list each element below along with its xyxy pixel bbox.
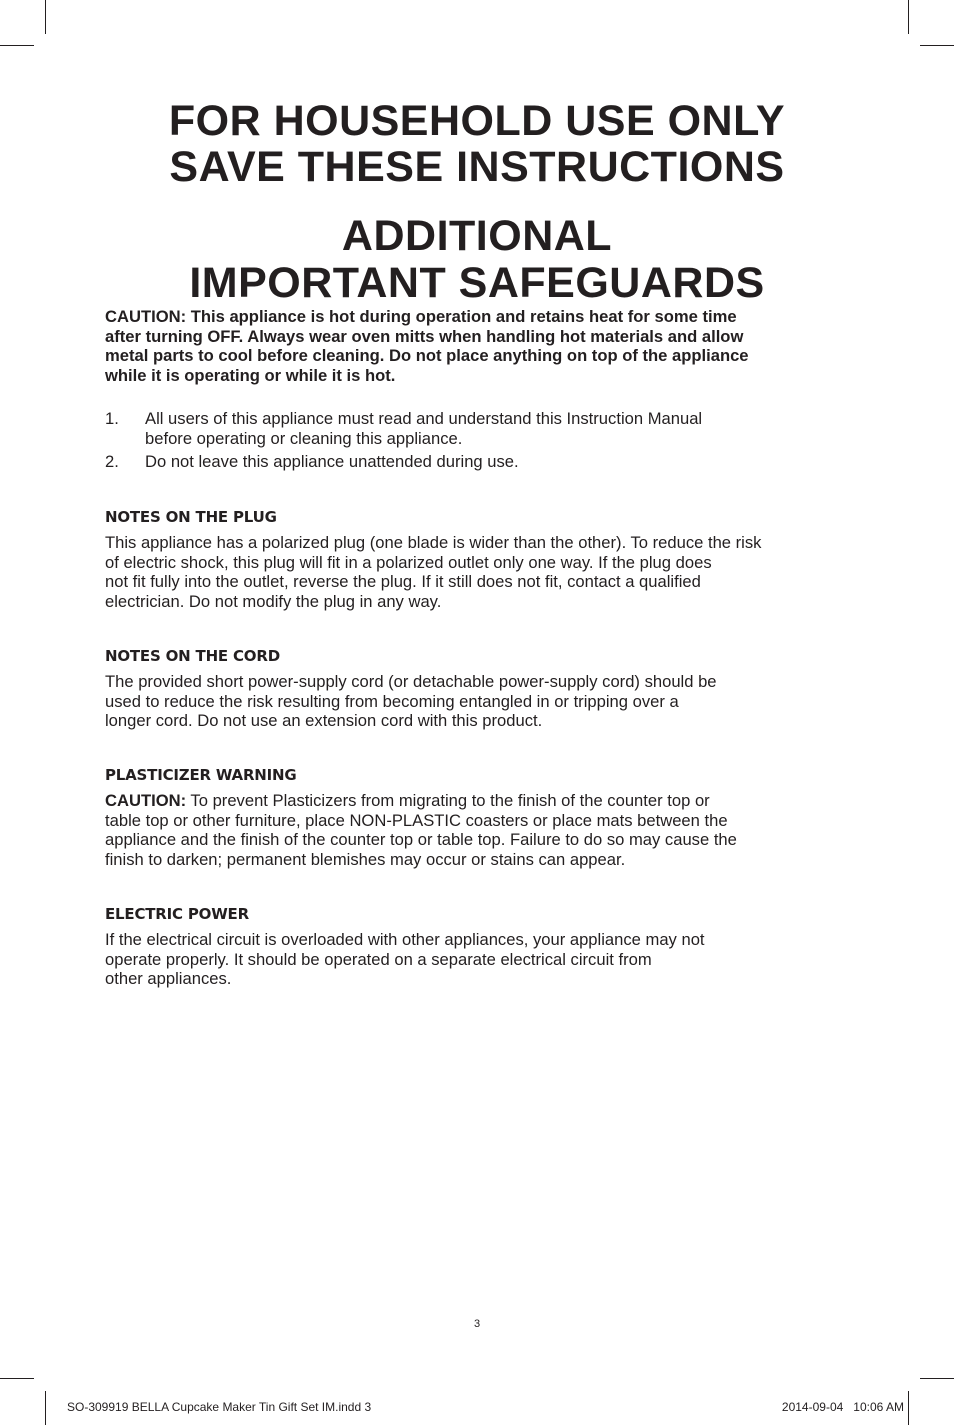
body-line: finish to darken; permanent blemishes may occur or stains can appear. xyxy=(105,849,626,869)
body-line: of electric shock, this plug will fit in a polarized outlet only one way. If the plug does xyxy=(105,552,712,572)
caution-paragraph xyxy=(105,307,845,385)
list-text xyxy=(145,409,702,448)
body-line: table top or other furniture, place NON-PLASTIC coasters or place mats between the xyxy=(105,810,728,830)
section-plasticizer xyxy=(105,766,865,869)
caution-line: while it is operating or while it is hot. xyxy=(105,365,396,385)
section-body xyxy=(105,791,865,869)
section-heading: ELECTRIC POWER xyxy=(105,905,249,923)
section-title xyxy=(0,213,954,307)
caution-line: CAUTION: This appliance is hot during operation and retains heat for some time xyxy=(105,307,737,326)
list-line: Do not leave this appliance unattended during use. xyxy=(145,452,519,472)
crop-mark xyxy=(920,45,954,46)
body-line: If the electrical circuit is overloaded with other appliances, your appliance may not xyxy=(105,930,705,949)
section-electric-power xyxy=(105,905,865,989)
footer-file-info: SO-309919 BELLA Cupcake Maker Tin Gift Set IM.indd 3 xyxy=(67,1400,372,1414)
body-line: other appliances. xyxy=(105,969,232,989)
section-body xyxy=(105,930,865,989)
body-line: The provided short power-supply cord (or detachable power-supply cord) should be xyxy=(105,672,717,691)
crop-mark xyxy=(45,1391,46,1425)
caution-line: after turning OFF. Always wear oven mitts when handling hot materials and allow xyxy=(105,326,744,346)
caution-line: metal parts to cool before cleaning. Do not place anything on top of the appliance xyxy=(105,346,749,366)
crop-mark xyxy=(45,0,46,34)
body-line: appliance and the finish of the counter top or table top. Failure to do so may cause the xyxy=(105,830,737,850)
page-number: 3 xyxy=(473,1318,481,1330)
section-cord xyxy=(105,647,865,731)
list-item xyxy=(105,409,825,448)
crop-mark xyxy=(0,45,34,46)
list-text xyxy=(145,452,519,472)
section-body xyxy=(105,672,865,731)
title-line: ADDITIONAL xyxy=(341,212,613,260)
title-line: SAVE THESE INSTRUCTIONS xyxy=(169,143,785,191)
body-text: To prevent Plasticizers from migrating to the finish of the counter top or xyxy=(186,791,710,810)
title-line: FOR HOUSEHOLD USE ONLY xyxy=(168,97,786,145)
list-number: 2. xyxy=(105,452,119,472)
list-line: before operating or cleaning this appliance. xyxy=(145,428,463,448)
footer-timestamp: 2014-09-04 10:06 AM xyxy=(781,1400,904,1414)
section-heading: NOTES ON THE PLUG xyxy=(105,508,277,526)
crop-mark xyxy=(920,1378,954,1379)
numbered-list xyxy=(105,409,825,476)
body-line xyxy=(105,791,865,811)
body-line: not fit fully into the outlet, reverse the plug. If it still does not fit, contact a qualified xyxy=(105,572,701,592)
section-body xyxy=(105,533,865,611)
crop-mark xyxy=(0,1378,34,1379)
list-number: 1. xyxy=(105,409,119,428)
body-line: operate properly. It should be operated on a separate electrical circuit from xyxy=(105,949,652,969)
list-line: All users of this appliance must read and understand this Instruction Manual xyxy=(145,409,703,428)
body-line: longer cord. Do not use an extension cord with this product. xyxy=(105,711,543,731)
body-line: electrician. Do not modify the plug in any way. xyxy=(105,591,442,611)
caution-label: CAUTION: xyxy=(105,791,187,810)
crop-mark xyxy=(908,0,909,34)
list-item xyxy=(105,452,825,472)
crop-mark xyxy=(908,1391,909,1425)
section-heading: NOTES ON THE CORD xyxy=(105,647,280,665)
page-title xyxy=(0,98,954,190)
title-line: IMPORTANT SAFEGUARDS xyxy=(189,259,765,307)
section-plug xyxy=(105,508,865,611)
body-line: used to reduce the risk resulting from becoming entangled in or tripping over a xyxy=(105,691,679,711)
body-line: This appliance has a polarized plug (one blade is wider than the other). To reduce the risk xyxy=(105,533,762,552)
section-heading: PLASTICIZER WARNING xyxy=(105,766,297,784)
